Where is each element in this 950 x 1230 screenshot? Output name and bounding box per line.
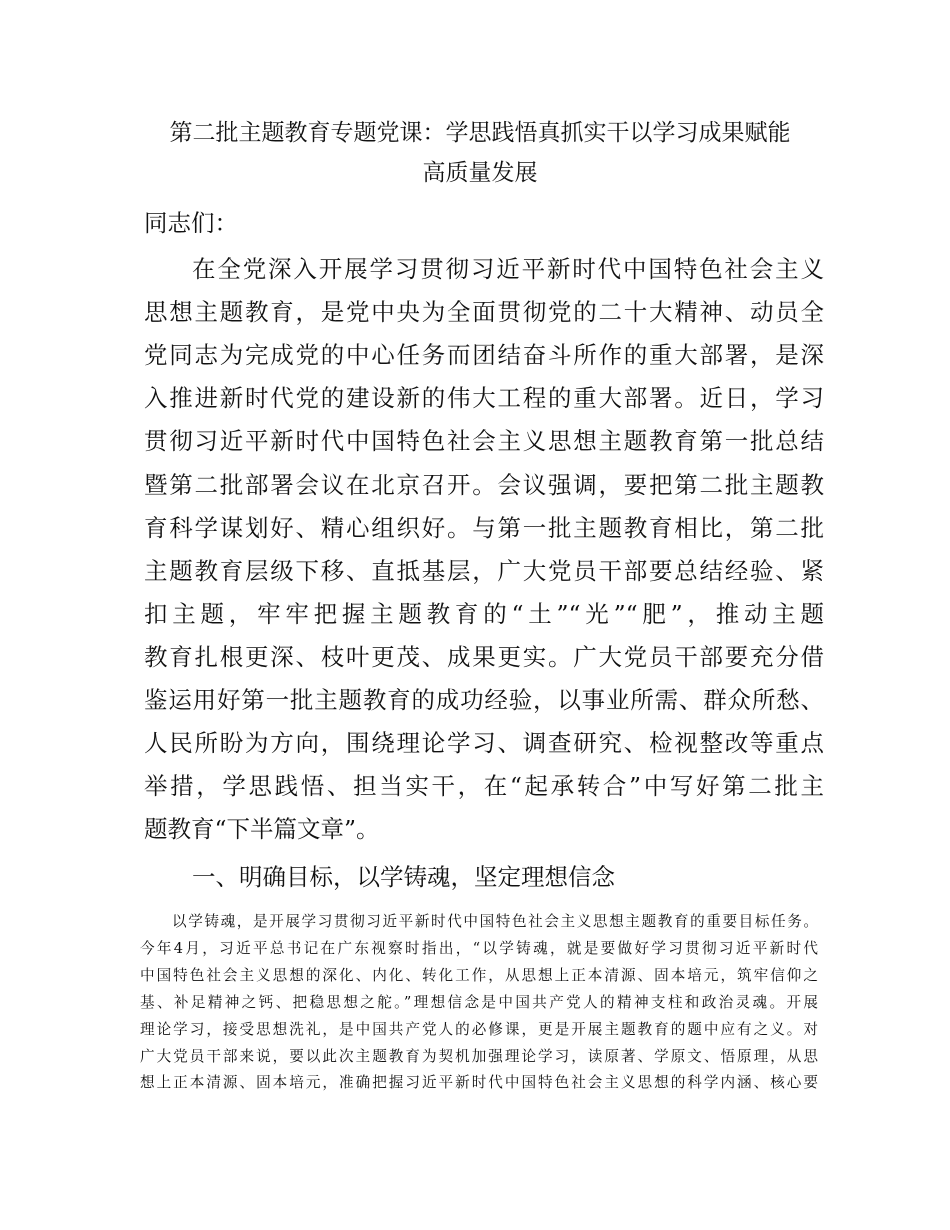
paragraph-line: 今年4月，习近平总书记在广东视察时指出，“以学铸魂，就是要做好学习贯彻习近平新时代 [140,939,818,957]
paragraph-line: 主题教育层级下移、直抵基层，广大党员干部要总结经验、紧 [144,556,824,585]
paragraph-line: 理论学习，接受思想洗礼，是中国共产党人的必修课，更是开展主题教育的题中应有之义。对 [140,1020,818,1038]
paragraph-line: 教育扎根更深、枝叶更茂、成果更实。广大党员干部要充分借 [144,642,824,671]
paragraph-line: 暨第二批部署会议在北京召开。会议强调，要把第二批主题教 [144,470,824,499]
paragraph-line: 党同志为完成党的中心任务而团结奋斗所作的重大部署，是深 [144,341,824,370]
greeting: 同志们： [144,209,238,237]
paragraph-line: 入推进新时代党的建设新的伟大工程的重大部署。近日，学习 [144,384,824,413]
paragraph-line: 想上正本清源、固本培元，准确把握习近平新时代中国特色社会主义思想的科学内涵、核心要 [140,1074,818,1092]
paragraph-line: 在全党深入开展学习贯彻习近平新时代中国特色社会主义 [192,255,824,283]
paragraph-line: 举措，学思践悟、担当实干，在“起承转合”中写好第二批主 [144,772,824,801]
paragraph-line: 鉴运用好第一批主题教育的成功经验，以事业所需、群众所愁、 [144,686,824,714]
paragraph-line: 扣主题，牢牢把握主题教育的“土”“光”“肥”，推动主题 [144,599,824,628]
document-title-line-1: 第二批主题教育专题党课：学思践悟真抓实干以学习成果赋能 [169,120,791,146]
paragraph-line: 题教育“下半篇文章”。 [144,815,380,844]
paragraph-line: 贯彻习近平新时代中国特色社会主义思想主题教育第一批总结 [144,427,824,456]
paragraph-line: 基、补足精神之钙、把稳思想之舵。”理想信念是中国共产党人的精神支柱和政治灵魂。开展 [140,993,818,1011]
document-title-line-2: 高质量发展 [422,160,538,186]
paragraph-line: 思想主题教育，是党中央为全面贯彻党的二十大精神、动员全 [144,298,824,327]
paragraph-line: 人民所盼为方向，围绕理论学习、调查研究、检视整改等重点 [144,729,824,758]
section-heading-1: 一、明确目标，以学铸魂，坚定理想信念 [192,863,615,891]
paragraph-line: 育科学谋划好、精心组织好。与第一批主题教育相比，第二批 [144,513,824,542]
paragraph-line: 中国特色社会主义思想的深化、内化、转化工作，从思想上正本清源、固本培元，筑牢信仰之 [140,966,818,984]
paragraph-line: 以学铸魂，是开展学习贯彻习近平新时代中国特色社会主义思想主题教育的重要目标任务。 [172,913,818,930]
paragraph-line: 广大党员干部来说，要以此次主题教育为契机加强理论学习，读原著、学原文、悟原理，从思 [140,1047,818,1065]
